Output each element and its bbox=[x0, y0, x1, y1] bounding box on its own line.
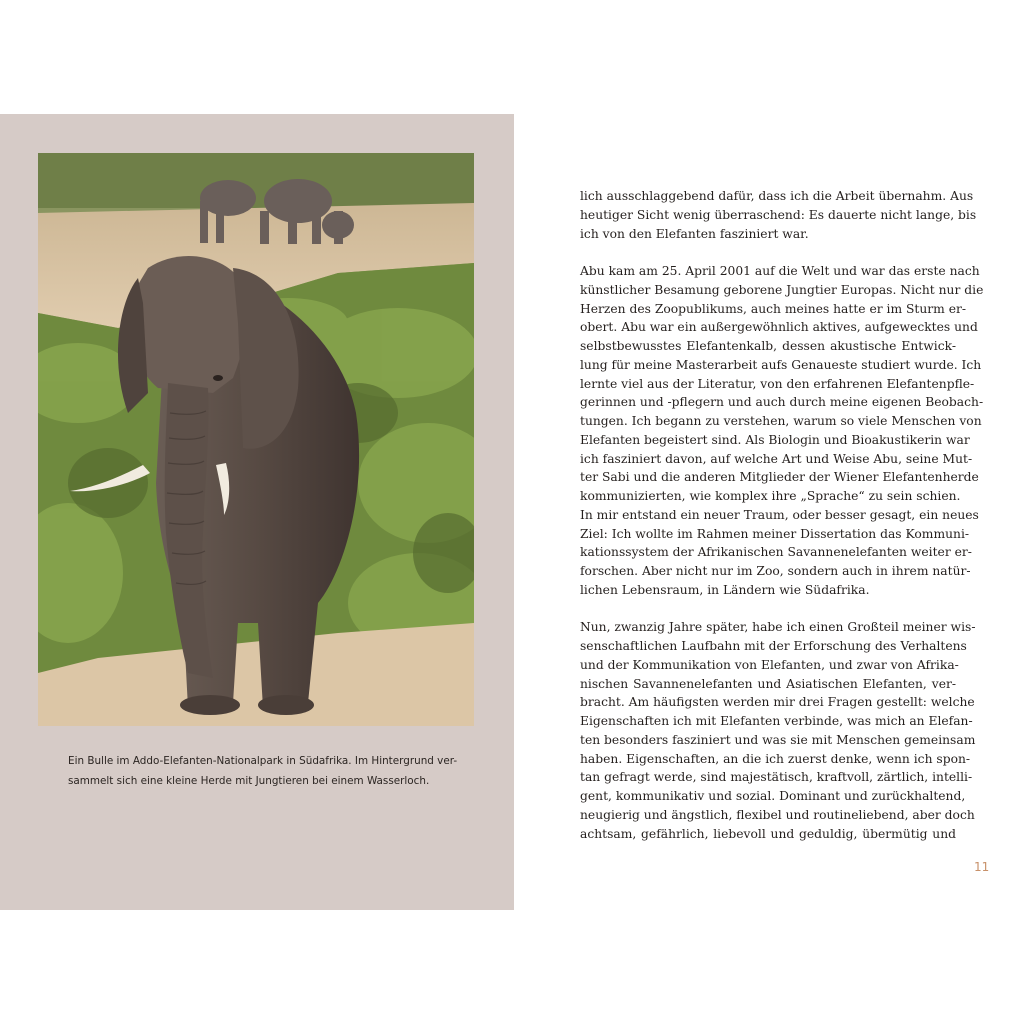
photo-panel bbox=[0, 114, 514, 910]
text-line: senschaftlichen Laufbahn mit der Erforschung des Verhaltens bbox=[580, 639, 967, 653]
text-line: bracht. Am häufigsten werden mir drei Fragen gestellt: welche bbox=[580, 695, 975, 710]
text-line: ich von den Elefanten fasziniert war. bbox=[580, 226, 809, 241]
text-line: ter Sabi und die anderen Mitglieder der Wiener Elefantenherde bbox=[580, 470, 979, 485]
text-line: obert. Abu war ein außergewöhnlich aktives, aufgewecktes und bbox=[580, 320, 978, 335]
text-line: tan gefragt werde, sind majestätisch, kraftvoll, zärtlich, intelli- bbox=[580, 770, 973, 785]
elephant-photo bbox=[38, 153, 474, 726]
text-line: heutiger Sicht wenig überraschend: Es dauerte nicht lange, bis bbox=[580, 207, 977, 222]
text-line: Herzen des Zoopublikums, auch meines hatte er im Sturm er- bbox=[580, 301, 967, 316]
text-line: und der Kommunikation von Elefanten, und zwar von Afrika- bbox=[580, 657, 959, 672]
caption-line: sammelt sich eine kleine Herde mit Jungtieren bei einem Wasserloch. bbox=[68, 775, 430, 787]
text-line: lich ausschlaggebend dafür, dass ich die Arbeit übernahm. Aus bbox=[580, 189, 974, 203]
text-line: kationssystem der Afrikanischen Savannenelefanten weiter er- bbox=[580, 545, 972, 560]
text-line: selbstbewusstes Elefantenkalb, dessen akustische Entwick- bbox=[580, 339, 956, 353]
text-line: ten besonders fasziniert und was sie mit Menschen gemeinsam bbox=[580, 732, 976, 747]
text-line: Ziel: Ich wollte im Rahmen meiner Dissertation das Kommuni- bbox=[580, 526, 970, 541]
text-line: haben. Eigenschaften, an die ich zuerst denke, wenn ich spon- bbox=[580, 751, 971, 766]
text-line: tungen. Ich begann zu verstehen, warum so viele Menschen von bbox=[580, 414, 982, 428]
paragraph bbox=[580, 187, 977, 243]
text-line: ich fasziniert davon, auf welche Art und Weise Abu, seine Mut- bbox=[580, 451, 973, 466]
text-line: Eigenschaften ich mit Elefanten verbinde, was mich an Elefan- bbox=[580, 714, 973, 728]
text-line: lichen Lebensraum, in Ländern wie Südafrika. bbox=[580, 582, 870, 597]
text-line: gerinnen und -pflegern und auch durch meine eigenen Beobach- bbox=[580, 395, 984, 410]
body-text bbox=[580, 187, 984, 862]
text-line: gent, kommunikativ und sozial. Dominant und zurückhaltend, bbox=[580, 789, 966, 803]
photo-caption bbox=[68, 751, 458, 791]
text-line: In mir entstand ein neuer Traum, oder besser gesagt, ein neues bbox=[580, 507, 979, 522]
text-line: künstlicher Besamung geborene Jungtier Europas. Nicht nur die bbox=[580, 282, 984, 297]
paragraph bbox=[580, 262, 984, 600]
page-number: 11 bbox=[974, 860, 990, 874]
text-line: kommunizierten, wie komplex ihre „Sprache“ zu sein schien. bbox=[580, 489, 961, 503]
text-line: achtsam, gefährlich, liebevoll und geduldig, übermütig und bbox=[580, 826, 956, 841]
paragraph bbox=[580, 618, 976, 843]
text-line: nischen Savannenelefanten und Asiatischen Elefanten, ver- bbox=[580, 676, 956, 691]
text-line: lung für meine Masterarbeit aufs Genaueste studiert wurde. Ich bbox=[580, 357, 982, 372]
text-line: neugierig und ängstlich, flexibel und routineliebend, aber doch bbox=[580, 807, 975, 822]
caption-line: Ein Bulle im Addo-Elefanten-Nationalpark in Südafrika. Im Hintergrund ver- bbox=[68, 755, 458, 767]
text-line: Abu kam am 25. April 2001 auf die Welt und war das erste nach bbox=[580, 264, 980, 278]
text-line: Nun, zwanzig Jahre später, habe ich einen Großteil meiner wis- bbox=[580, 620, 976, 635]
text-line: forschen. Aber nicht nur im Zoo, sondern auch in ihrem natür- bbox=[580, 564, 971, 578]
text-line: Elefanten begeistert sind. Als Biologin und Bioakustikerin war bbox=[580, 432, 970, 447]
text-line: lernte viel aus der Literatur, von den erfahrenen Elefantenpfle- bbox=[580, 376, 975, 391]
